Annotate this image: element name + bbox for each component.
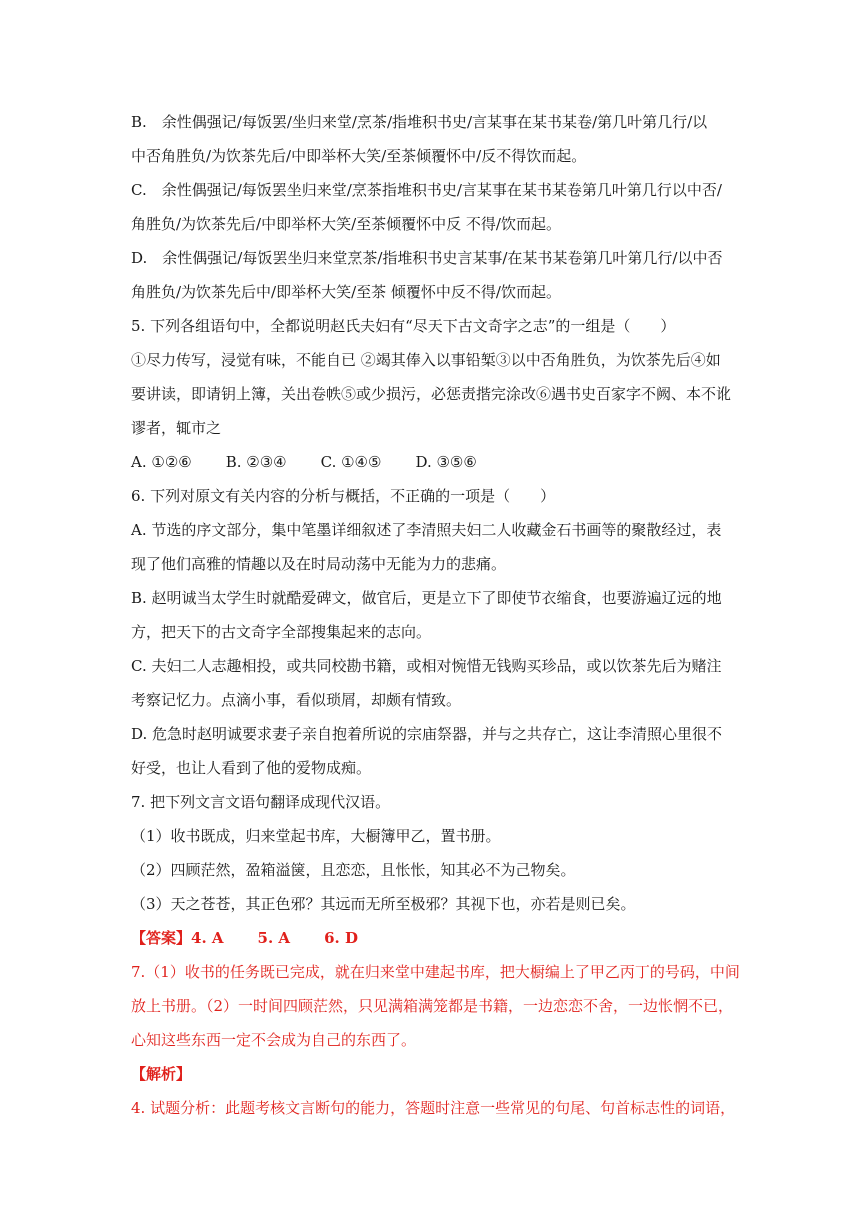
q5-items-line2: 要讲读，即请钥上簿，关出卷帙⑤或少损污，必惩责揩完涂改⑥遇书史百家字不阙、本不讹	[131, 385, 732, 403]
answer-row	[131, 928, 741, 948]
q5-items-line1: ①尽力传写，浸觉有味，不能自已 ②竭其俸入以事铅椠③以中否角胜负，为饮茶先后④如	[131, 351, 721, 369]
q5-option-c: C. ①④⑤	[320, 453, 382, 471]
q5-options	[131, 452, 741, 472]
answer-6: 6. D	[324, 929, 358, 947]
q6-option-a-line2: 现了他们高雅的情趣以及在时局动荡中无能为力的悲痛。	[131, 555, 507, 573]
q6-option-a-line1: A. 节选的序文部分，集中笔墨详细叙述了李清照夫妇二人收藏金石书画等的聚散经过，表	[131, 521, 722, 539]
q4-option-d-line1: D. 余性偶强记/每饭罢坐归来堂烹茶/指堆积书史言某事/在某书某卷第几叶第几行/以中否	[131, 249, 723, 267]
q5-option-b: B. ②③④	[225, 453, 287, 471]
q6-option-b-line1: B. 赵明诚当太学生时就酷爱碑文，做官后，更是立下了即使节衣缩食，也要游遍辽远的地	[131, 589, 722, 607]
q7-item-1: （1）收书既成，归来堂起书库，大橱簿甲乙，置书册。	[131, 827, 501, 845]
answer-label: 【答案】	[131, 929, 192, 947]
q5-option-d: D. ③⑤⑥	[415, 453, 477, 471]
q5-stem: 5. 下列各组语句中，全都说明赵氏夫妇有“尽天下古文奇字之志”的一组是（ ）	[131, 317, 676, 335]
analysis-line1: 4. 试题分析：此题考核文言断句的能力，答题时注意一些常见的句尾、句首标志性的词语，	[131, 1099, 736, 1117]
q6-option-d-line1: D. 危急时赵明诚要求妻子亲自抱着所说的宗庙祭器，并与之共存亡，这让李清照心里很不	[131, 725, 723, 743]
answer-q7-line1: 7.（1）收书的任务既已完成，就在归来堂中建起书库，把大橱编上了甲乙丙丁的号码，中间	[131, 963, 740, 981]
q4-option-c-line1: C. 余性偶强记/每饭罢坐归来堂/烹茶指堆积书史/言某事在某书某卷第几叶第几行以中否/	[131, 181, 722, 199]
q4-option-c-line2: 角胜负/为饮茶先后/中即举杯大笑/至茶倾覆怀中反 不得/饮而起。	[131, 215, 561, 233]
q5-items-line3: 谬者，辄市之	[131, 419, 222, 437]
q4-option-d-line2: 角胜负/为饮茶先后中/即举杯大笑/至茶 倾覆怀中反不得/饮而起。	[131, 283, 561, 301]
q5-option-a: A. ①②⑥	[131, 453, 192, 471]
answer-q7-line3: 心知这些东西一定不会成为自己的东西了。	[131, 1031, 417, 1049]
q6-stem: 6. 下列对原文有关内容的分析与概括，不正确的一项是（ ）	[131, 487, 556, 505]
answer-q7-line2: 放上书册。（2）一时间四顾茫然，只见满箱满笼都是书籍，一边恋恋不舍，一边怅惘不已，	[131, 997, 734, 1015]
q6-option-c-line2: 考察记忆力。点滴小事，看似琐屑，却颇有情致。	[131, 691, 462, 709]
q6-option-c-line1: C. 夫妇二人志趣相投，或共同校勘书籍，或相对惋惜无钱购买珍品，或以饮茶先后为赌注	[131, 657, 722, 675]
q4-option-b-line1: B. 余性偶强记/每饭罢/坐归来堂/烹茶/指堆积书史/言某事在某书某卷/第几叶第几行/以	[131, 113, 708, 131]
q4-option-b-line2: 中否角胜负/为饮茶先后/中即举杯大笑/至茶倾覆怀中/反不得饮而起。	[131, 147, 587, 165]
answer-4: 4. A	[191, 929, 224, 947]
analysis-label: 【解析】	[131, 1065, 192, 1083]
q7-stem: 7. 把下列文言文语句翻译成现代汉语。	[131, 793, 391, 811]
q7-item-2: （2）四顾茫然，盈箱溢箧，且恋恋，且怅怅，知其必不为己物矣。	[131, 861, 576, 879]
q7-item-3: （3）天之苍苍，其正色邪？其远而无所至极邪？其视下也，亦若是则已矣。	[131, 895, 636, 913]
q6-option-d-line2: 好受，也让人看到了他的爱物成痴。	[131, 759, 372, 777]
answer-5: 5. A	[257, 929, 291, 947]
q6-option-b-line2: 方，把天下的古文奇字全部搜集起来的志向。	[131, 623, 432, 641]
